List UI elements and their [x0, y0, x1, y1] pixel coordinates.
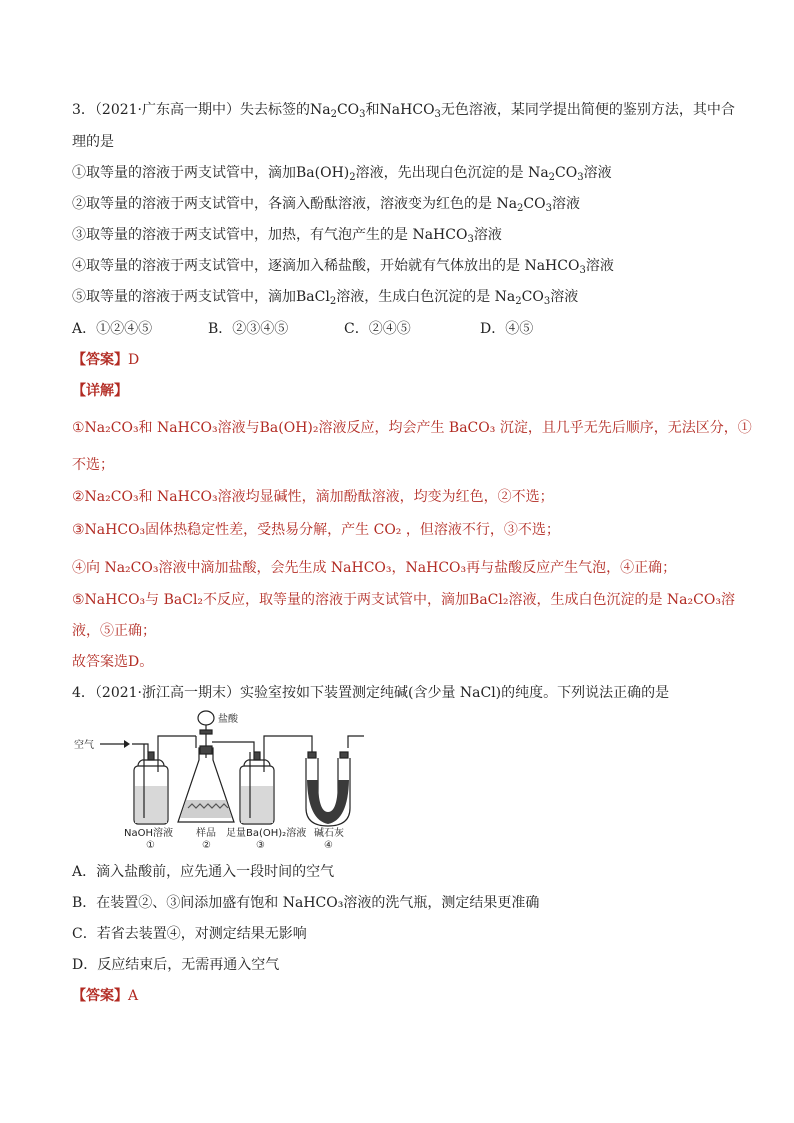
- q3-detail-line: ④向 Na₂CO₃溶液中滴加盐酸，会先生成 NaHCO₃，NaHCO₃再与盐酸反应产生气泡，④正确；: [72, 560, 677, 576]
- q3-detail-line: 液，⑤正确；: [72, 623, 156, 639]
- svg-text:②: ②: [202, 840, 211, 850]
- q3-item-1: ①取等量的溶液于两支试管中，滴加$Ba(OH)_2$溶液，先出现白色沉淀的是 $Na_2CO_3$溶液: [72, 165, 612, 183]
- q3-option-d[interactable]: D．④⑤: [480, 321, 534, 337]
- q3-item-2: ②取等量的溶液于两支试管中，各滴入酚酞溶液，溶液变为红色的是 $Na_2CO_3$溶液: [72, 196, 580, 214]
- q4-option-c[interactable]: C．若省去装置④，对测定结果无影响: [72, 926, 307, 942]
- q3-options: [72, 319, 732, 339]
- q3-detail-line: ③NaHCO₃固体热稳定性差，受热易分解，产生 CO₂ ，但溶液不行，③不选；: [72, 522, 560, 538]
- label-4: 碱石灰: [314, 828, 344, 839]
- q3-detail-line: 不选；: [72, 457, 114, 473]
- q3-option-b[interactable]: B．②③④⑤: [208, 321, 289, 337]
- q3-detail-line: ⑤NaHCO₃与 BaCl₂不反应，取等量的溶液于两支试管中，滴加BaCl₂溶液，生成白色沉淀的是 Na₂CO₃溶: [72, 592, 735, 608]
- q3-detail-line: 故答案选D。: [72, 654, 154, 670]
- q3-item-3: ③取等量的溶液于两支试管中，加热，有气泡产生的是 NaHCO$_3$溶液: [72, 227, 502, 245]
- svg-text:④: ④: [324, 840, 333, 850]
- q4-option-d[interactable]: D．反应结束后，无需再通入空气: [72, 957, 280, 973]
- q3-item-5: ⑤取等量的溶液于两支试管中，滴加BaCl$_2$溶液，生成白色沉淀的是 $Na_2CO_3$溶液: [72, 289, 579, 307]
- q3-item-4: ④取等量的溶液于两支试管中，逐滴加入稀盐酸，开始就有气体放出的是 NaHCO$_3$溶液: [72, 258, 614, 276]
- svg-text:③: ③: [256, 840, 265, 850]
- q3-option-a[interactable]: A．①②④⑤: [72, 321, 153, 337]
- q4-answer: 【答案】A: [72, 988, 139, 1004]
- apparatus-figure: [72, 708, 372, 850]
- q4-option-a[interactable]: A．滴入盐酸前，应先通入一段时间的空气: [72, 864, 335, 880]
- bottle-3: [240, 736, 312, 824]
- u-tube-4: [306, 736, 364, 826]
- q3-detail-heading: 【详解】: [72, 383, 128, 399]
- label-3: 足量Ba(OH)₂溶液: [226, 828, 307, 839]
- q3-answer: 【答案】D: [72, 352, 140, 368]
- q3-detail-line: ②Na₂CO₃和 NaHCO₃溶液均显碱性，滴加酚酞溶液，均变为红色，②不选；: [72, 489, 554, 505]
- arrow-icon: [124, 740, 130, 748]
- q3-option-c[interactable]: C．②④⑤: [344, 321, 411, 337]
- label-1: NaOH溶液: [124, 828, 173, 839]
- q3-detail-line: ①Na₂CO₃和 NaHCO₃溶液与Ba(OH)₂溶液反应，均会产生 BaCO₃ 沉淀，且几乎无先后顺序，无法区分，①: [72, 420, 752, 436]
- q3-stem-line2: 理的是: [72, 134, 114, 150]
- q3-stem-line1: 3．（2021·广东高一期中）失去标签的$Na_2CO_3$和NaHCO$_3$无色溶液，某同学提出简便的鉴别方法，其中合: [72, 102, 735, 120]
- label-2: 样品: [196, 828, 216, 839]
- q4-option-b[interactable]: B．在装置②、③间添加盛有饱和 NaHCO₃溶液的洗气瓶，测定结果更准确: [72, 895, 540, 911]
- air-label: 空气: [74, 740, 94, 751]
- q4-stem: 4．（2021·浙江高一期末）实验室按如下装置测定纯碱(含少量 NaCl)的纯度。下列说法正确的是: [72, 685, 670, 701]
- acid-label: 盐酸: [218, 714, 238, 725]
- svg-text:①: ①: [146, 840, 155, 850]
